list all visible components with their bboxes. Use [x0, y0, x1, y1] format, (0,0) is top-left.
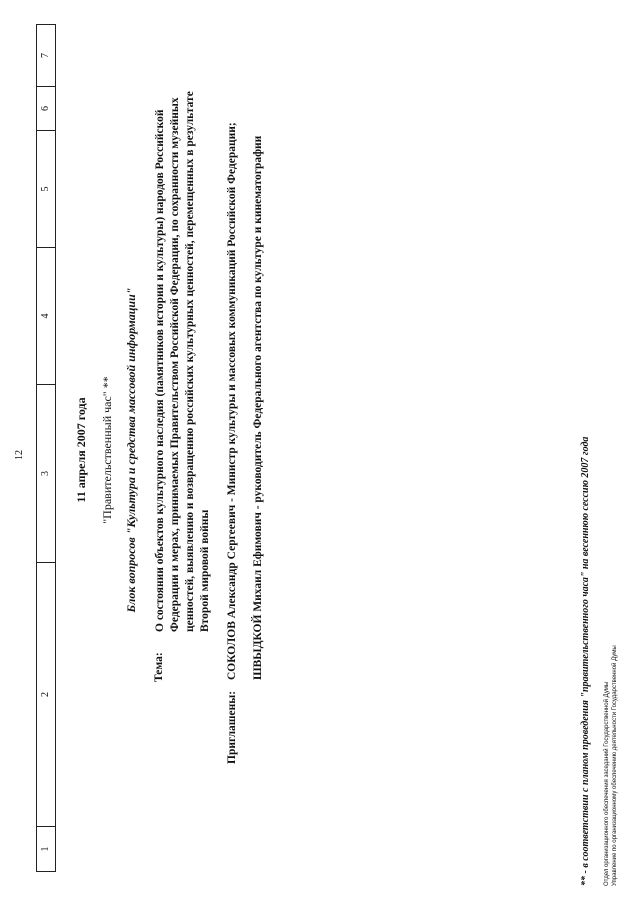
- column-number-table: [36, 24, 56, 872]
- invited-person: ШВЫДКОЙ Михаил Ефимович - руководитель Федерального агентства по культуре и кинематографии: [252, 135, 264, 680]
- topic-line: ценностей, выявлению и возвращению российских культурных ценностей, перемещенных в результате: [184, 91, 196, 632]
- topic-text: [153, 22, 213, 632]
- topic-label: Тема:: [153, 652, 165, 682]
- column-number-1: 1: [40, 846, 51, 852]
- topic-line: О состоянии объектов культурного наследия (памятников истории и культуры) народов Российской: [154, 109, 166, 632]
- invited-person: СОКОЛОВ Александр Сергеевич - Министр культуры и массовых коммуникаций Российской Федерации;: [226, 122, 238, 680]
- topic-line: Второй мировой войны: [199, 509, 211, 632]
- column-number-5: 5: [37, 131, 55, 248]
- department-line: Отдел организационного обеспечения заседаний Государственной Думы: [604, 681, 610, 886]
- column-number-7: 7: [37, 25, 55, 87]
- column-number-6: 6: [37, 87, 55, 131]
- department-line: Управление по организационному обеспечению деятельности Государственной Думы: [612, 645, 618, 886]
- column-number-2: 2: [37, 563, 55, 827]
- question-block-title: Блок вопросов "Культура и средства массовой информации": [124, 287, 138, 613]
- invited-label: Приглашены:: [226, 690, 238, 764]
- column-number-3: 3: [37, 385, 55, 563]
- event-title: "Правительственный час" **: [100, 376, 114, 524]
- topic-line: Федерации и мерах, принимаемых Правительством Российской Федерации, по сохранности музейных: [169, 97, 181, 632]
- column-number-4: 4: [37, 248, 55, 385]
- meeting-date: 11 апреля 2007 года: [74, 397, 88, 503]
- footnote: ** - в соответствии с планом проведения "правительственного часа" на весеннюю сессию 2007 года: [580, 436, 591, 886]
- page-number: 12: [14, 450, 25, 460]
